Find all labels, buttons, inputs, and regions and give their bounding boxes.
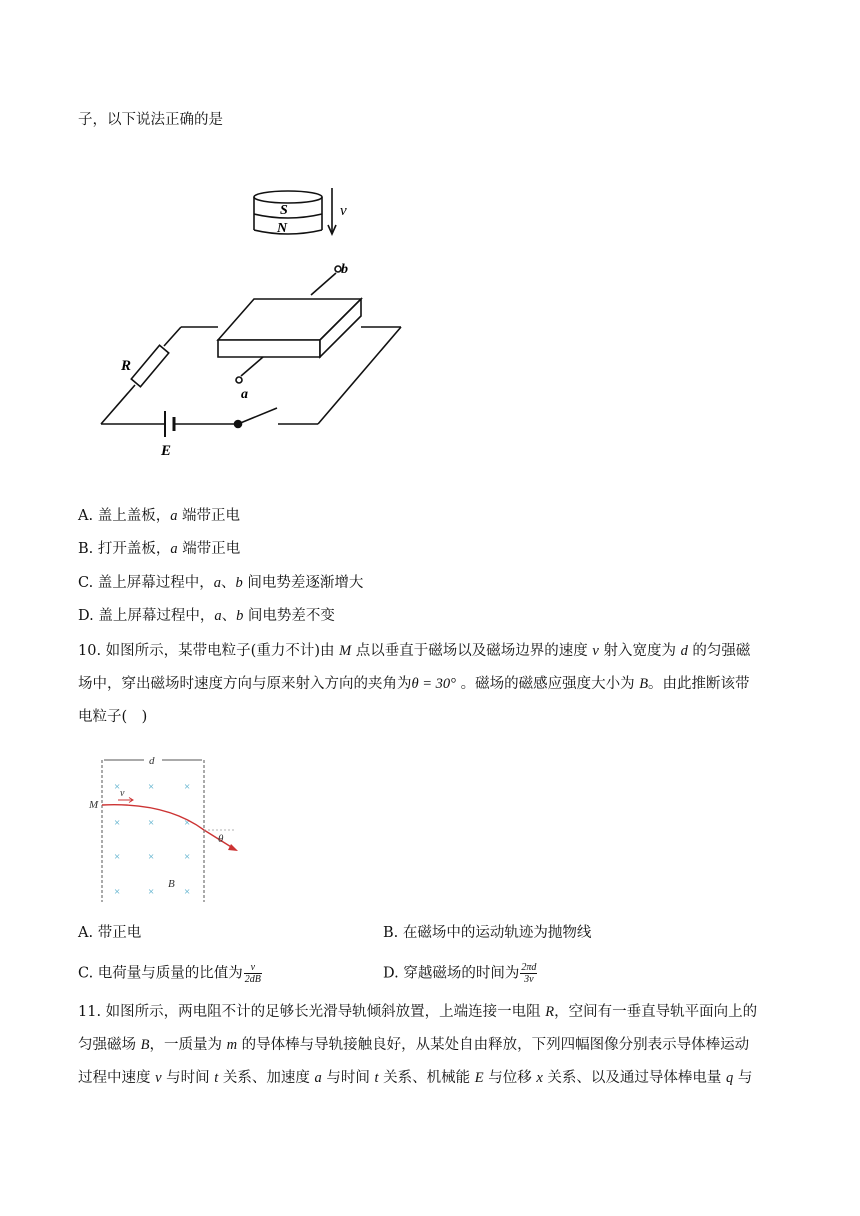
fraction-time: $\frac{2\pi d}{3v}$: [521, 962, 537, 985]
cross: ×: [114, 817, 121, 829]
q9-figure: [95, 182, 415, 464]
q9-option-b: B. 打开盖板，a 端带正电: [78, 541, 241, 557]
terminal-a-label: a: [241, 387, 248, 402]
point-m-label: M: [89, 799, 99, 811]
wire-resistor-down: [101, 385, 135, 424]
magnet-n-label: N: [277, 221, 288, 236]
cross: ×: [148, 781, 155, 793]
cross: ×: [184, 851, 191, 863]
wire-to-a: [241, 357, 263, 376]
cross: ×: [114, 851, 121, 863]
cross: ×: [148, 886, 155, 898]
magnet-bottom-arc: [254, 230, 322, 234]
width-label: d: [149, 755, 155, 767]
wire-to-resistor: [164, 327, 181, 346]
wire-to-b: [311, 273, 336, 295]
q10-stem-line2: 场中，穿出磁场时速度方向与原来射入方向的夹角为θ = 30° 。磁场的磁感应强度大小为 B。由此推断该带: [78, 676, 750, 692]
q11-stem-line1: 11. 如图所示，两电阻不计的足够长光滑导轨倾斜放置，上端连接一电阻 R，空间有一垂直导轨平面向上的: [78, 1004, 758, 1020]
resistor-label: R: [121, 358, 132, 374]
q9-option-c: C. 盖上屏幕过程中，a、b 间电势差逐渐增大: [78, 575, 364, 591]
cross: ×: [114, 781, 121, 793]
magnet-top-ellipse: [254, 191, 322, 203]
q10-option-a: A. 带正电: [78, 925, 142, 941]
cross: ×: [184, 781, 191, 793]
q11-stem-line3: 过程中速度 v 与时间 t 关系、加速度 a 与时间 t 关系、机械能 E 与位移 x 关系、以及通过导体棒电量 q 与: [78, 1070, 753, 1086]
field-crosses: [114, 781, 190, 898]
cross: ×: [148, 817, 155, 829]
q10-stem-line1: 10. 如图所示，某带电粒子(重力不计)由 M 点以垂直于磁场以及磁场边界的速度 v 射入宽度为 d 的匀强磁: [78, 643, 751, 659]
terminal-b-label: b: [341, 262, 348, 277]
q10-stem-line3: 电粒子( ): [78, 709, 148, 725]
velocity-label: v: [340, 203, 347, 219]
field-b-label: B: [168, 878, 175, 890]
terminal-a-dot: [236, 377, 242, 383]
magnet-s-label: S: [280, 203, 288, 218]
fraction-q-over-m: $\frac{v}{2dB}$: [244, 962, 261, 985]
cross: ×: [184, 817, 191, 829]
velocity-label: v: [120, 788, 125, 799]
q10-option-c: C. 电荷量与质量的比值为 $\frac{v}{2dB}$: [78, 962, 261, 985]
q9-option-a: A. 盖上盖板，a 端带正电: [78, 508, 241, 524]
battery-label: E: [161, 443, 172, 459]
q9-stem-tail: 子，以下说法正确的是: [78, 112, 223, 128]
q9-option-d: D. 盖上屏幕过程中，a、b 间电势差不变: [78, 608, 335, 624]
q11-stem-line2: 匀强磁场 B，一质量为 m 的导体棒与导轨接触良好，从某处自由释放，下列四幅图像分别表示导体棒运动: [78, 1037, 750, 1053]
switch-blade: [238, 408, 277, 424]
cross: ×: [148, 851, 155, 863]
angle-theta-label: θ: [218, 833, 224, 845]
exit-arrowhead: [228, 844, 238, 851]
cross: ×: [114, 886, 121, 898]
q10-option-d: D. 穿越磁场的时间为 $\frac{2\pi d}{3v}$: [383, 962, 537, 985]
q10-figure: [88, 752, 248, 904]
cross: ×: [184, 886, 191, 898]
resistor-body: [131, 345, 168, 386]
q10-option-b: B. 在磁场中的运动轨迹为抛物线: [383, 925, 592, 941]
slab-front: [218, 340, 320, 357]
magnet-divider: [254, 214, 322, 218]
